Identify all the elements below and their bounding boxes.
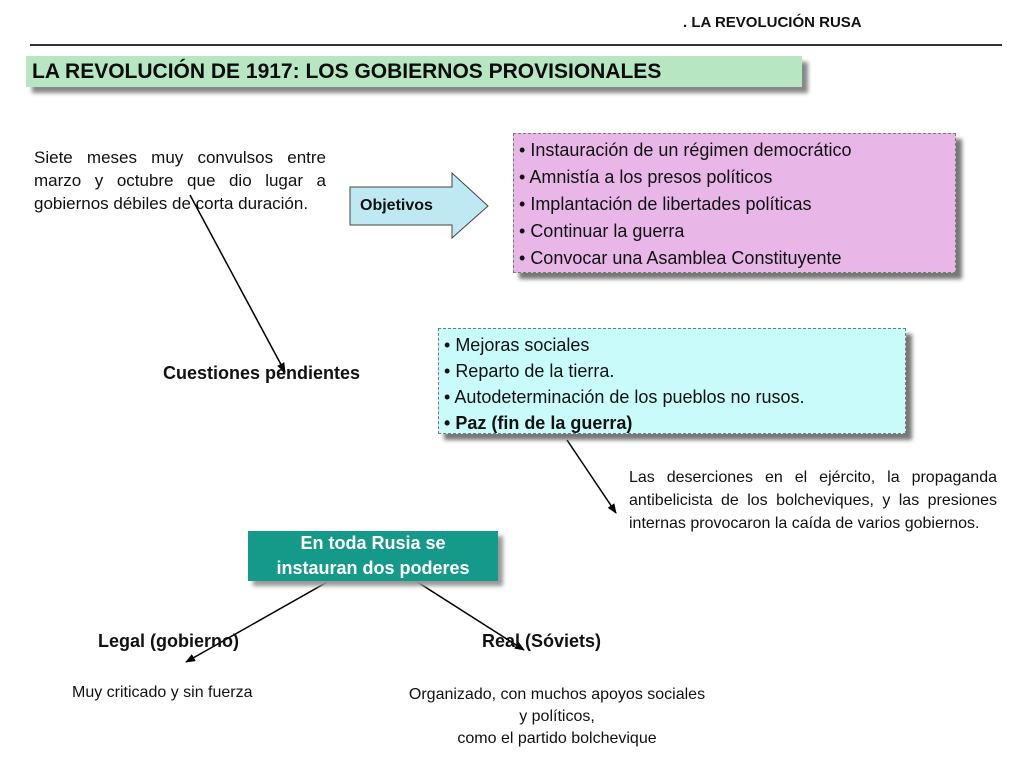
- peace-to-desertion-arrow: [567, 440, 616, 513]
- objective-item: • Implantación de libertades políticas: [519, 191, 955, 218]
- real-power-label: Real (Sóviets): [482, 631, 602, 651]
- objective-item: • Convocar una Asamblea Constituyente: [519, 245, 955, 272]
- legal-power-description: Muy criticado y sin fuerza: [72, 684, 253, 701]
- pending-item: • Autodeterminación de los pueblos no rusos.: [444, 384, 905, 410]
- objective-item: • Instauración de un régimen democrático: [519, 137, 955, 164]
- intro-to-pending-arrow: [190, 195, 285, 372]
- real-desc-line2: y políticos,: [519, 708, 595, 725]
- section-header: . LA REVOLUCIÓN RUSA: [683, 14, 862, 31]
- desertions-paragraph: Las deserciones en el ejército, la propaganda antibelicista de los bolcheviques, y las presiones internas provocaron la caída de varios gobiernos.: [629, 469, 997, 532]
- pending-issues-list: [439, 329, 905, 436]
- legal-power-label: Legal (gobierno): [98, 631, 239, 651]
- intro-paragraph: Siete meses muy convulsos entre marzo y octubre que dio lugar a gobiernos débiles de corta duración.: [34, 148, 326, 213]
- dual-power-box: [248, 531, 498, 581]
- objectives-box: [513, 133, 956, 273]
- real-power-description: [350, 684, 764, 750]
- objectives-list: [514, 134, 955, 272]
- pending-item: • Reparto de la tierra.: [444, 358, 905, 384]
- real-desc-line1: Organizado, con muchos apoyos sociales: [408, 686, 706, 703]
- objective-item: • Amnistía a los presos políticos: [519, 164, 955, 191]
- pending-issues-label: Cuestiones pendientes: [163, 363, 361, 383]
- objective-item: • Continuar la guerra: [519, 218, 955, 245]
- dual-power-title-line2: instauran dos poderes: [276, 558, 470, 578]
- objectives-label: Objetivos: [360, 197, 433, 214]
- pending-item: • Mejoras sociales: [444, 332, 905, 358]
- dual-power-title-line1: En toda Rusia se: [300, 533, 446, 553]
- pending-item-peace: • Paz (fin de la guerra): [444, 410, 905, 436]
- slide-title: LA REVOLUCIÓN DE 1917: LOS GOBIERNOS PROVISIONALES: [26, 56, 802, 87]
- pending-issues-box: [438, 328, 906, 434]
- real-desc-line3: como el partido bolchevique: [457, 730, 657, 747]
